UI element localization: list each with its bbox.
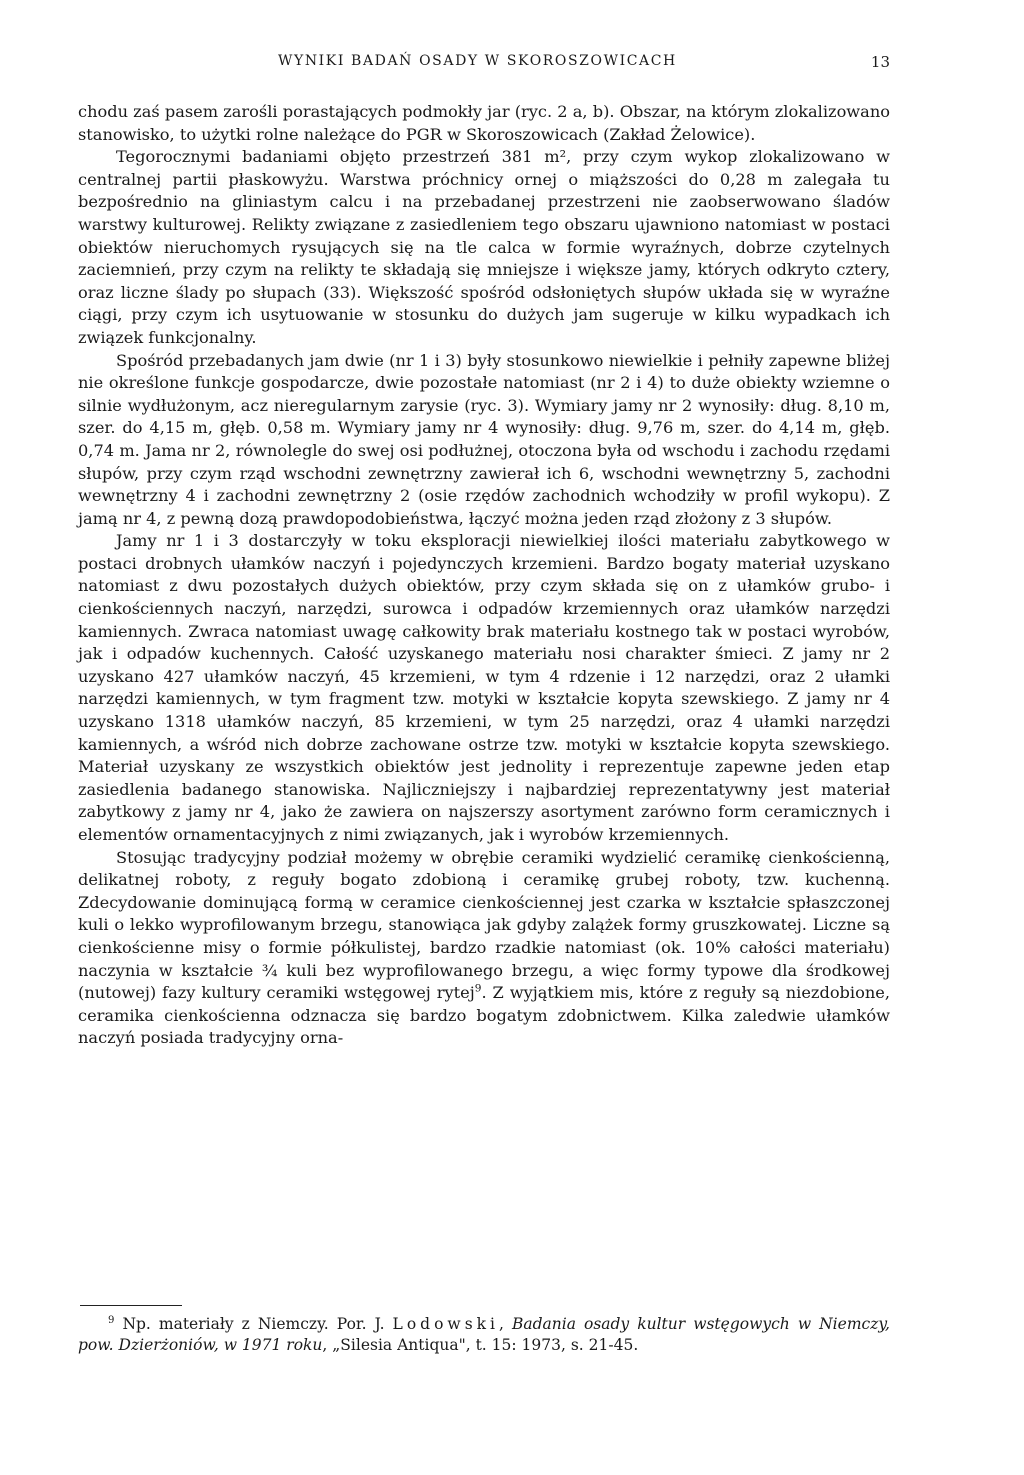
- footnote-reference: 9: [474, 982, 482, 995]
- paragraph-text: Stosując tradycyjny podział możemy w obrębie ceramiki wydzielić ceramikę cienkościenną, delikatnej roboty, z reguły bogato zdobioną i ceramikę grubej roboty, tzw. kuchenną. Zdecydowanie dominującą formą w ceramice cienkościennej jest czarka w kształcie spłaszczonej kuli o lekko wyprofilowanym brzegu, stanowiąca jak gdyby zalążek formy gruszkowatej. Liczne są cienkościenne misy o formie półkulistej, bardzo rzadkie natomiast (ok. 10% całości materiału) naczynia w kształcie ¾ kuli bez wyprofilowanego brzegu, a więc formy typowe dla środkowej (nutowej) fazy kultury ceramiki wstęgowej rytej: [78, 847, 890, 1003]
- paragraph: Spośród przebadanych jam dwie (nr 1 i 3) były stosunkowo niewielkie i pełniły zapewne bliżej nie określone funkcje gospodarcze, dwie pozostałe natomiast (nr 2 i 4) to duże obiekty wziemne o silnie wydłużonym, acz nieregularnym zarysie (ryc. 3). Wymiary jamy nr 2 wynosiły: dług. 8,10 m, szer. do 4,15 m, głęb. 0,58 m. Wymiary jamy nr 4 wynosiły: dług. 9,76 m, szer. do 4,14 m, głęb. 0,74 m. Jama nr 2, równolegle do swej osi podłużnej, otoczona była od wschodu i zachodu rzędami słupów, przy czym rząd wschodni zewnętrzny zawierał ich 6, wschodni wewnętrzny 5, zachodni wewnętrzny 4 i zachodni zewnętrzny 2 (osie rzędów zachodnich wchodziły w profil wykopu). Z jamą nr 4, z pewną dozą prawdopodobieństwa, łączyć można jeden rząd złożony z 3 słupów.: [78, 350, 890, 528]
- paragraph: Tegorocznymi badaniami objęto przestrzeń 381 m², przy czym wykop zlokalizowano w centralnej partii płaskowyżu. Warstwa próchnicy ornej o miąższości do 0,28 m zalegała tu bezpośrednio na gliniastym calcu i na przebadanej przestrzeni nie zaobserwowano śladów warstwy kulturowej. Relikty związane z zasiedleniem tego obszaru ujawniono natomiast w postaci obiektów nieruchomych rysujących się na tle calca w formie wyraźnych, dobrze czytelnych zaciemnień, przy czym na relikty te składają się mniejsze i większe jamy, których odkryto cztery, oraz liczne ślady po słupach (33). Większość spośród odsłoniętych słupów układa się w wyraźne ciągi, przy czym ich usytuowanie w stosunku do dużych jam sugeruje w kilku wypadkach ich związek funkcjonalny.: [78, 147, 890, 347]
- footnote: [78, 1314, 890, 1356]
- footnote-suffix: , „Silesia Antiqua", t. 15: 1973, s. 21-45.: [322, 1336, 639, 1354]
- footnote-sep: ,: [499, 1315, 512, 1333]
- paragraph-continued: chodu zaś pasem zarośli porastających podmokły jar (ryc. 2 a, b). Obszar, na którym zlokalizowano stanowisko, to użytki rolne należące do PGR w Skoroszowicach (Zakład Żelowice).: [78, 102, 890, 144]
- paragraph-text: . Z wyjątkiem mis, które z reguły są niezdobione, ceramika cienkościenna odznacza się bardzo bogatym zdobnictwem. Kilka zaledwie ułamków naczyń posiada tradycyjny orna-: [78, 983, 890, 1048]
- footnote-title: Badania osady kultur wstęgowych w Niemczy, pow. Dzierżoniów, w 1971 roku: [78, 1315, 890, 1354]
- footnote-text: [78, 1314, 890, 1356]
- paragraph: Jamy nr 1 i 3 dostarczyły w toku eksploracji niewielkiej ilości materiału zabytkowego w postaci drobnych ułamków naczyń i pojedynczych krzemieni. Bardzo bogaty materiał uzyskano natomiast z dwu pozostałych dużych obiektów, przy czym składa się on z ułamków grubo- i cienkościennych naczyń, narzędzi, surowca i odpadów krzemiennych oraz ułamków narzędzi kamiennych. Zwraca natomiast uwagę całkowity brak materiału kostnego tak w postaci wyrobów, jak i odpadów kuchennych. Całość uzyskanego materiału nosi charakter śmieci. Z jamy nr 2 uzyskano 427 ułamków naczyń, 45 krzemieni, w tym 4 rdzenie i 12 narzędzi, oraz 2 ułamki narzędzi kamiennych, w tym fragment tzw. motyki w kształcie kopyta szewskiego. Z jamy nr 4 uzyskano 1318 ułamków naczyń, 85 krzemieni, w tym 25 narzędzi, oraz 4 ułamki narzędzi kamiennych, a wśród nich dobrze zachowane ostrze tzw. motyki w kształcie kopyta szewskiego. Materiał uzyskany ze wszystkich obiektów jest jednolity i reprezentuje zapewne jeden etap zasiedlenia badanego stanowiska. Najliczniejszy i najbardziej reprezentatywny jest materiał zabytkowy z jamy nr 4, jako że zawiera on najszerszy asortyment zarówno form ceramicznych i elementów ornamentacyjnych z nimi związanych, jak i wyrobów krzemiennych.: [78, 531, 890, 844]
- running-title: WYNIKI BADAŃ OSADY W SKOROSZOWICACH: [278, 53, 677, 69]
- paragraph-with-footnote-ref: [78, 847, 890, 1050]
- running-head: [82, 50, 890, 74]
- body-text: [78, 101, 890, 1050]
- footnote-prefix: Np. materiały z Niemczy. Por. J.: [114, 1315, 393, 1333]
- footnote-marker: 9: [108, 1314, 115, 1326]
- footnote-divider: [80, 1305, 182, 1306]
- footnote-author: Lodowski: [392, 1315, 499, 1333]
- page-number: 13: [870, 53, 890, 71]
